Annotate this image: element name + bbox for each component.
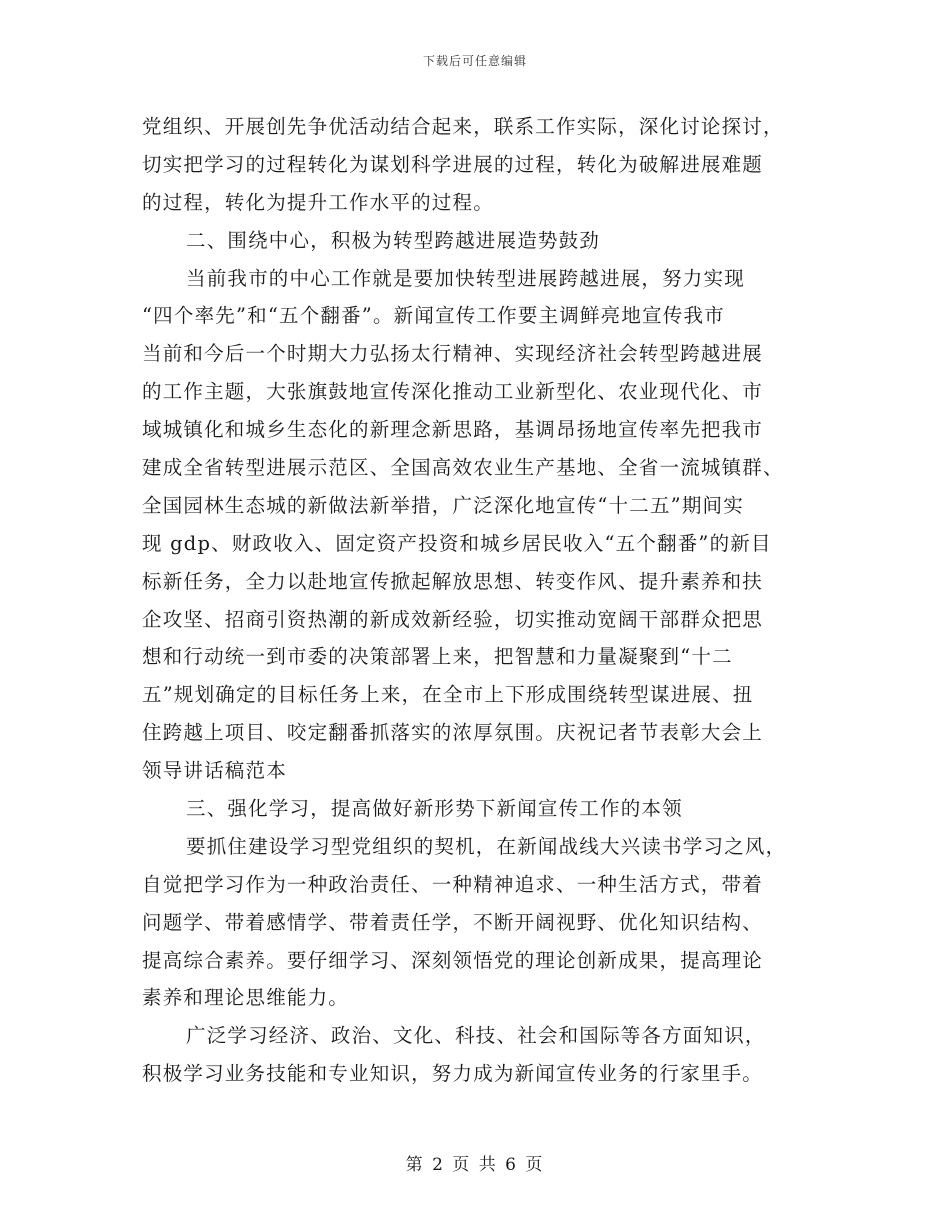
text-line: 广泛学习经济、政治、文化、科技、社会和国际等各方面知识， — [186, 1024, 766, 1048]
page-number-footer: 第 2 页 共 6 页 — [405, 1155, 545, 1175]
text-line: 二、围绕中心，积极为转型跨越进展造势鼓劲 — [186, 228, 601, 252]
text-line: 住跨越上项目、咬定翻番抓落实的浓厚氛围。庆祝记者节表彰大会上 — [142, 721, 764, 745]
text-line: 建成全省转型进展示范区、全国高效农业生产基地、全省一流城镇群、 — [142, 456, 784, 480]
page-header: 下载后可任意编辑 — [422, 54, 527, 68]
text-line: 积极学习业务技能和专业知识，努力成为新闻宣传业务的行家里手。 — [142, 1062, 764, 1086]
text-line: 域城镇化和城乡生态化的新理念新思路，基调昂扬地宣传率先把我市 — [142, 418, 764, 442]
text-line: 的过程，转化为提升工作水平的过程。 — [142, 190, 494, 214]
text-line: 党组织、开展创先争优活动结合起来，联系工作实际，深化讨论探讨， — [142, 115, 784, 138]
text-line: 想和行动统一到市委的决策部署上来，把智慧和力量凝聚到“十二 — [142, 645, 733, 669]
text-line: 提高综合素养。要仔细学习、深刻领悟党的理论创新成果，提高理论 — [142, 948, 764, 972]
text-line: 当前和今后一个时期大力弘扬太行精神、实现经济社会转型跨越进展 — [142, 342, 764, 366]
text-line: 领导讲话稿范本 — [142, 759, 287, 783]
document-body — [142, 108, 808, 1093]
text-line: 当前我市的中心工作就是要加快转型进展跨越进展，努力实现 — [186, 266, 745, 290]
text-line: 的工作主题，大张旗鼓地宣传深化推动工业新型化、农业现代化、市 — [142, 380, 764, 404]
text-line: 现 gdp、财政收入、固定资产投资和城乡居民收入“五个翻番”的新目 — [142, 531, 772, 555]
text-line: 要抓住建设学习型党组织的契机，在新闻战线大兴读书学习之风， — [186, 834, 787, 858]
text-line: 标新任务，全力以赴地宣传掀起解放思想、转变作风、提升素养和扶 — [142, 569, 764, 593]
text-line: 五”规划确定的目标任务上来，在全市上下形成围绕转型谋进展、扭 — [142, 683, 754, 707]
text-line: 切实把学习的过程转化为谋划科学进展的过程，转化为破解进展难题 — [142, 152, 764, 176]
text-line: 问题学、带着感情学、带着责任学，不断开阔视野、优化知识结构、 — [142, 910, 764, 934]
text-line: 企攻坚、招商引资热潮的新成效新经验，切实推动宽阔干部群众把思 — [142, 607, 764, 631]
text-line: 自觉把学习作为一种政治责任、一种精神追求、一种生活方式，带着 — [142, 872, 764, 896]
text-line: 素养和理论思维能力。 — [142, 986, 350, 1010]
text-line: 全国园林生态城的新做法新举措，广泛深化地宣传“十二五”期间实 — [142, 493, 744, 517]
text-line: “四个率先”和“五个翻番”。新闻宣传工作要主调鲜亮地宣传我市 — [142, 304, 725, 328]
text-line: 三、强化学习，提高做好新形势下新闻宣传工作的本领 — [186, 797, 683, 821]
